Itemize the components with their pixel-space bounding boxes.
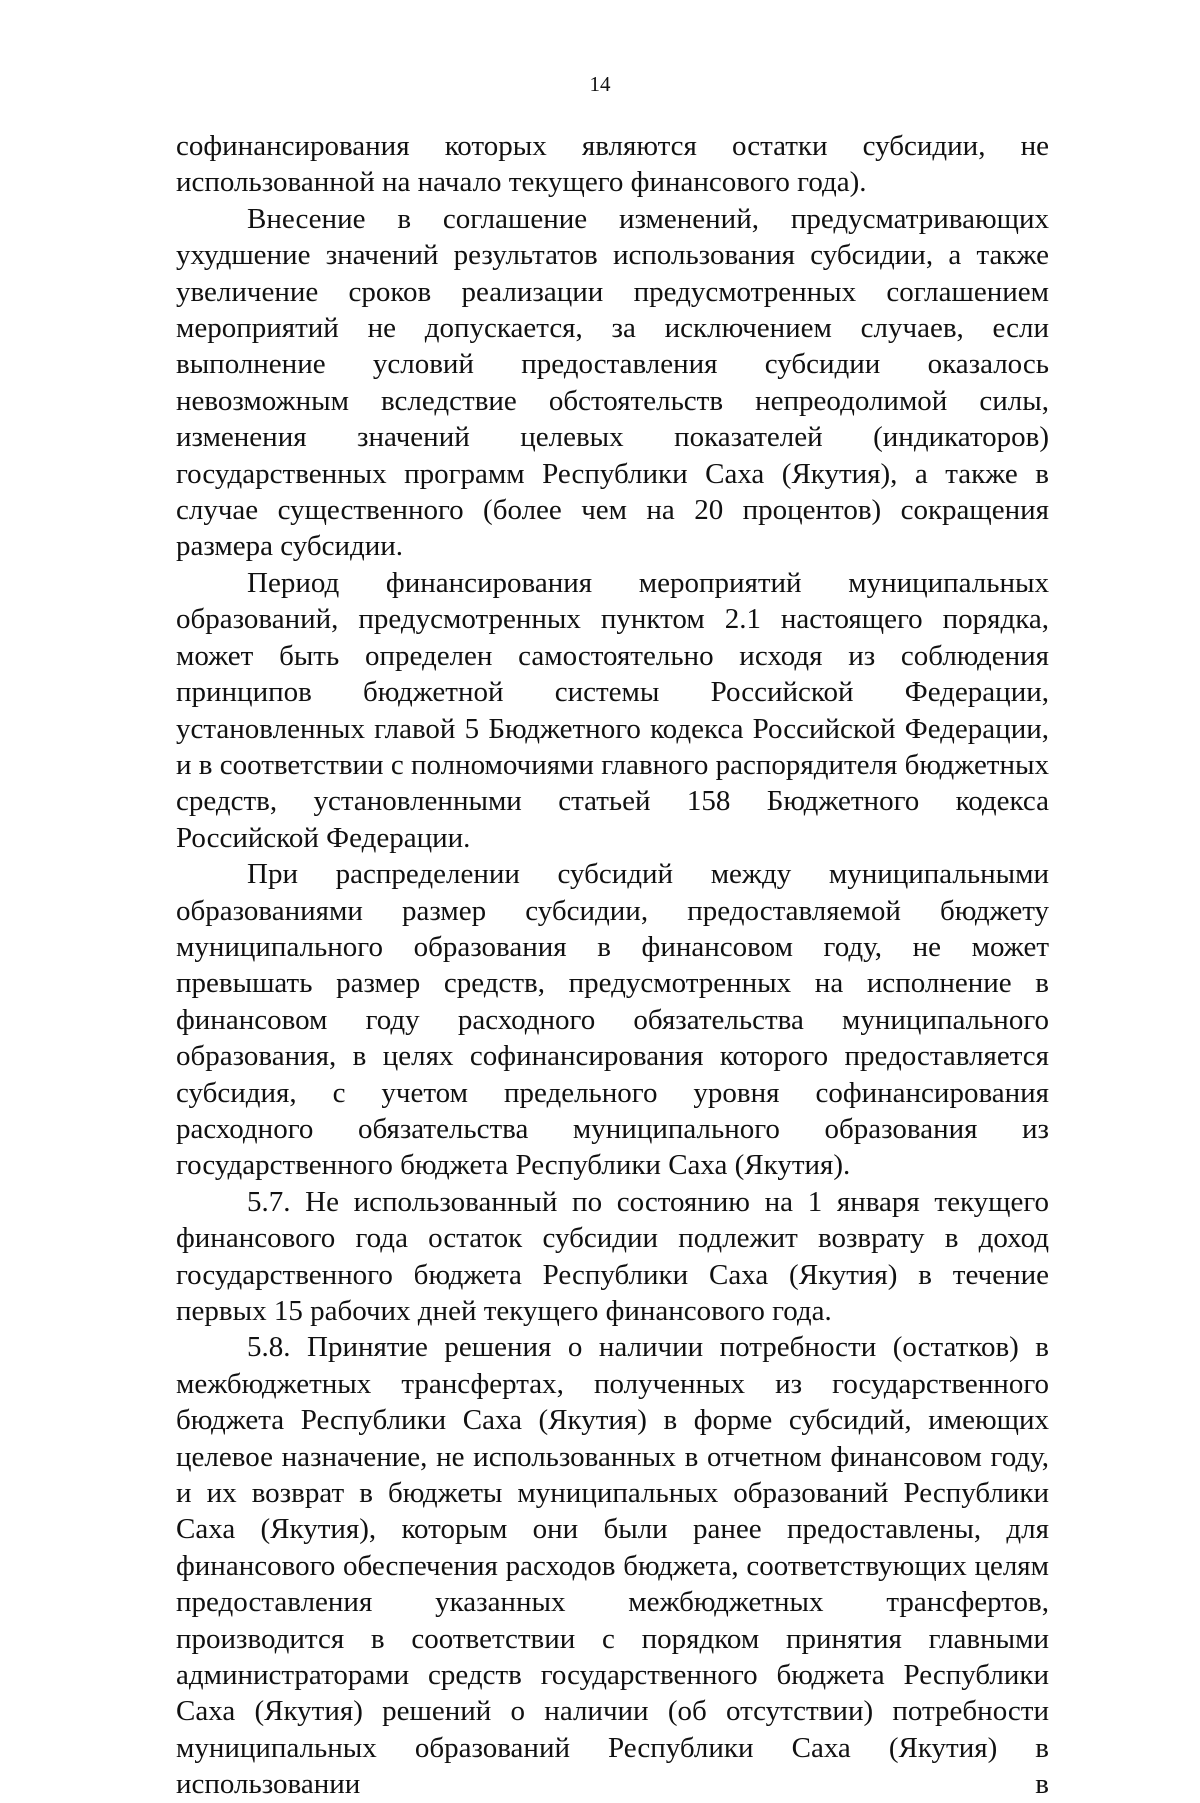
paragraph-subsidy-distribution: При распределении субсидий между муниципальными образованиями размер субсидии, предоставляемой бюджету муниципального образования в финансовом году, не может превышать размер средств, предусмотренных на исполнение в финансовом году расходного обязательства муниципального образования, в целях софинансирования которого предоставляется субсидия, с учетом предельного уровня софинансирования расходного обязательства муниципального образования из государственного бюджета Республики Саха (Якутия). [176, 858, 1049, 1182]
paragraph-agreement-changes: Внесение в соглашение изменений, предусматривающих ухудшение значений результатов использования субсидии, а также увеличение сроков реализации предусмотренных соглашением мероприятий не допускается, за исключением случаев, если выполнение условий предоставления субсидии оказалось невозможным вследствие обстоятельств непреодолимой силы, изменения значений целевых показателей (индикаторов) государственных программ Республики Саха (Якутия), а также в случае существенного (более чем на 20 процентов) сокращения размера субсидии. [176, 202, 1049, 563]
paragraph-continuation: софинансирования которых являются остатки субсидии, не использованной на начало текущего финансового года). [176, 130, 1049, 199]
page-number: 14 [589, 72, 611, 96]
paragraph-5-8: 5.8. Принятие решения о наличии потребности (остатков) в межбюджетных трансфертах, полученных из государственного бюджета Республики Саха (Якутия) в форме субсидий, имеющих целевое назначение, не использованных в отчетном финансовом году, и их возврат в бюджеты муниципальных образований Республики Саха (Якутия), которым они были ранее предоставлены, для финансового обеспечения расходов бюджета, соответствующих целям предоставления указанных межбюджетных трансфертов, производится в соответствии с порядком принятия главными администраторами средств государственного бюджета Республики Саха (Якутия) решений о наличии (об отсутствии) потребности муниципальных образований Республики Саха (Якутия) в использовании в [176, 1331, 1049, 1801]
document-body [176, 128, 1049, 1803]
paragraph-5-7: 5.7. Не использованный по состоянию на 1 января текущего финансового года остаток субсидии подлежит возврату в доход государственного бюджета Республики Саха (Якутия) в течение первых 15 рабочих дней текущего финансового года. [176, 1185, 1049, 1327]
paragraph-financing-period: Период финансирования мероприятий муниципальных образований, предусмотренных пунктом 2.1 настоящего порядка, может быть определен самостоятельно исходя из соблюдения принципов бюджетной системы Российской Федерации, установленных главой 5 Бюджетного кодекса Российской Федерации, и в соответствии с полномочиями главного распорядителя бюджетных средств, установленными статьей 158 Бюджетного кодекса Российской Федерации. [176, 566, 1049, 854]
